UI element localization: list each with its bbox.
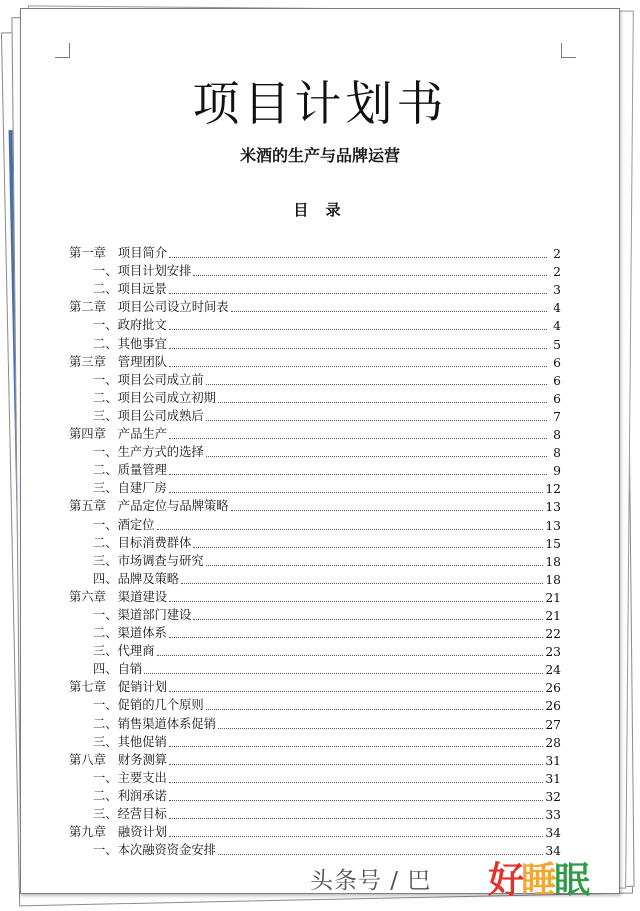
toc-page-number: 5 — [553, 337, 561, 352]
toc-entry-label: 一、酒定位 — [93, 517, 155, 532]
toc-leader-dots — [169, 347, 547, 349]
toc-chapter-row[interactable] — [69, 243, 561, 261]
toc-entry-label — [69, 297, 229, 315]
toc-leader-dots — [157, 654, 544, 656]
toc-chapter-number: 第一章 — [69, 246, 106, 261]
toc-page-number: 32 — [545, 789, 561, 804]
toc-leader-dots — [231, 310, 547, 312]
toc-leader-dots — [169, 835, 543, 837]
toc-entry-label: 一、促销的几个原则 — [93, 698, 204, 713]
toc-entry-label: 二、销售渠道体系促销 — [93, 716, 216, 731]
toc-chapter-row[interactable] — [69, 750, 561, 768]
toc-leader-dots — [206, 419, 547, 421]
toc-page-number: 21 — [545, 590, 561, 605]
toc-section-row[interactable] — [69, 460, 561, 478]
toc-page-number: 13 — [545, 500, 561, 515]
toc-leader-dots — [193, 618, 543, 620]
toc-leader-dots — [169, 292, 547, 294]
toc-entry-label: 二、渠道体系 — [93, 626, 167, 641]
toc-chapter-number: 第三章 — [69, 354, 106, 369]
toc-entry-label: 三、其他促销 — [93, 734, 167, 749]
toc-entry-label: 一、主要支出 — [93, 770, 167, 785]
toc-chapter-number: 第二章 — [69, 300, 106, 315]
toc-section-row[interactable] — [69, 514, 561, 532]
toc-leader-dots — [169, 328, 547, 330]
toc-leader-dots — [169, 473, 547, 475]
toc-leader-dots — [144, 672, 543, 674]
toc-entry-label: 一、生产方式的选择 — [93, 445, 204, 460]
toc-entry-label: 三、项目公司成熟后 — [93, 408, 204, 423]
toc-entry-label: 一、政府批文 — [93, 318, 167, 333]
toc-heading: 目 录 — [293, 201, 347, 219]
toc-entry-label: 三、经营目标 — [93, 807, 167, 821]
toc-section-row[interactable] — [69, 442, 561, 460]
toc-chapter-row[interactable] — [69, 677, 561, 695]
toc-page-number: 21 — [545, 608, 561, 623]
toc-chapter-title: 项目公司设立时间表 — [117, 300, 229, 315]
toc-page-number: 31 — [545, 771, 561, 786]
toc-section-row[interactable] — [69, 333, 561, 351]
toc-entry-label — [69, 587, 167, 605]
toc-chapter-title: 产品定位与品牌策略 — [117, 499, 229, 514]
toc-entry-label: 四、自销 — [93, 662, 143, 677]
toc-entry-label: 二、项目公司成立初期 — [93, 390, 216, 405]
toc-page-number: 33 — [545, 808, 561, 822]
toc-page-number: 6 — [553, 391, 561, 406]
toc-page-number: 2 — [553, 265, 561, 280]
toc-leader-dots — [193, 274, 547, 276]
toc-leader-dots — [169, 256, 547, 258]
toc-leader-dots — [218, 727, 543, 729]
toc-page-number: 26 — [545, 681, 561, 696]
toc-entry-label: 一、项目计划安排 — [93, 264, 192, 279]
toc-section-row[interactable] — [69, 713, 561, 731]
toc-chapter-number: 第八章 — [69, 752, 106, 767]
toc-leader-dots — [193, 546, 543, 548]
toc-leader-dots — [181, 582, 543, 584]
toc-chapter-number: 第九章 — [69, 825, 106, 840]
toc-chapter-row[interactable] — [69, 822, 561, 840]
toc-entry-label — [69, 750, 167, 768]
toc-section-row[interactable] — [69, 551, 561, 569]
toc-section-row[interactable] — [69, 804, 561, 822]
toc-leader-dots — [169, 636, 544, 638]
toc-chapter-number: 第五章 — [69, 499, 106, 514]
watermark-text: 头条号 / 巴 — [310, 868, 432, 894]
toc-entry-label: 一、项目公司成立前 — [93, 372, 204, 387]
toc-section-row[interactable] — [69, 261, 561, 279]
toc-page-number: 12 — [545, 482, 561, 497]
toc-entry-label: 二、其他事宜 — [93, 336, 167, 351]
toc-chapter-title: 促销计划 — [117, 680, 168, 695]
toc-leader-dots — [169, 817, 544, 819]
toc-leader-dots — [206, 455, 547, 457]
toc-section-row[interactable] — [69, 533, 561, 551]
toc-page-number: 22 — [545, 627, 561, 642]
toc-section-row[interactable] — [69, 478, 561, 496]
toc-leader-dots — [169, 491, 544, 493]
toc-section-row[interactable] — [69, 768, 561, 786]
watermark-logo: 好睡眠 — [488, 860, 588, 901]
toc-leader-dots — [206, 564, 544, 566]
toc-page-number: 13 — [545, 518, 561, 533]
toc-section-row[interactable] — [69, 388, 561, 406]
toc-section-row[interactable] — [69, 732, 561, 750]
toc-section-row[interactable] — [69, 695, 561, 713]
toc-page-number: 34 — [545, 844, 561, 859]
toc-leader-dots — [169, 745, 544, 747]
toc-section-row[interactable] — [69, 569, 561, 587]
toc-entry-label — [69, 243, 167, 261]
toc-entry-label — [69, 424, 167, 442]
toc-page-number: 3 — [553, 283, 561, 298]
toc-entry-label: 二、利润承诺 — [93, 788, 167, 803]
toc-chapter-title: 产品生产 — [117, 427, 168, 442]
toc-page-number: 4 — [553, 319, 561, 334]
toc-entry-label — [69, 822, 167, 840]
toc-chapter-row[interactable] — [69, 496, 561, 514]
toc-page-number: 9 — [553, 464, 561, 479]
toc-page-number: 7 — [553, 409, 561, 424]
toc-page-number: 8 — [553, 446, 561, 461]
toc-section-row[interactable] — [69, 279, 561, 297]
toc-page-number: 34 — [545, 826, 561, 841]
toc-page-number: 8 — [553, 428, 561, 443]
toc-leader-dots — [169, 437, 547, 439]
toc-leader-dots — [169, 799, 544, 801]
toc-chapter-title: 项目简介 — [117, 246, 168, 261]
document-title: 项目计划书 — [192, 77, 448, 132]
toc-chapter-number: 第四章 — [69, 427, 106, 442]
toc-chapter-title: 融资计划 — [117, 825, 168, 840]
toc-chapter-row[interactable] — [69, 297, 561, 315]
toc-chapter-row[interactable] — [69, 424, 561, 442]
toc-entry-label — [69, 352, 167, 370]
toc-page-number: 18 — [545, 572, 561, 587]
toc-leader-dots — [206, 708, 544, 710]
document-page — [20, 8, 620, 894]
toc-chapter-row[interactable] — [69, 587, 561, 605]
toc-section-row[interactable] — [69, 623, 561, 641]
toc-leader-dots — [169, 690, 543, 692]
toc-page-number: 2 — [553, 247, 561, 262]
toc-section-row[interactable] — [69, 659, 561, 677]
toc-section-row[interactable] — [69, 315, 561, 333]
toc-chapter-title: 财务测算 — [117, 752, 168, 767]
toc-entry-label: 二、目标消费群体 — [93, 535, 192, 550]
toc-chapter-number: 第七章 — [69, 680, 106, 695]
toc-leader-dots — [206, 383, 547, 385]
toc-page-number: 27 — [545, 717, 561, 732]
toc-chapter-title: 管理团队 — [117, 354, 168, 369]
toc-entry-label: 三、自建厂房 — [93, 481, 167, 496]
toc-entry-label: 三、市场调查与研究 — [93, 553, 204, 568]
toc-entry-label: 四、品牌及策略 — [93, 571, 180, 586]
toc-chapter-row[interactable] — [69, 352, 561, 370]
toc-page-number: 23 — [545, 645, 561, 660]
toc-entry-label — [69, 496, 229, 514]
toc-entry-label — [69, 677, 167, 695]
toc-page-number: 31 — [545, 753, 561, 768]
toc-page-number: 24 — [545, 663, 561, 678]
toc-leader-dots — [169, 781, 544, 783]
toc-leader-dots — [218, 401, 547, 403]
toc-chapter-title: 渠道建设 — [117, 589, 168, 604]
toc-entry-label: 二、项目远景 — [93, 282, 167, 297]
toc-page-number: 18 — [545, 554, 561, 569]
toc-leader-dots — [169, 600, 543, 602]
toc-entry-label: 三、代理商 — [93, 644, 155, 659]
toc-entry-label: 二、质量管理 — [93, 463, 167, 478]
table-of-contents — [69, 243, 561, 858]
toc-leader-dots — [231, 509, 544, 511]
toc-section-row[interactable] — [69, 786, 561, 804]
toc-page-number: 6 — [553, 355, 561, 370]
toc-leader-dots — [169, 365, 547, 367]
toc-section-row[interactable] — [69, 605, 561, 623]
toc-entry-label: 一、渠道部门建设 — [93, 607, 192, 622]
toc-page-number: 26 — [545, 699, 561, 714]
crop-mark-top-right — [561, 43, 576, 58]
toc-page-number: 15 — [545, 536, 561, 551]
toc-section-row[interactable] — [69, 406, 561, 424]
toc-leader-dots — [169, 763, 543, 765]
toc-page-number: 6 — [553, 373, 561, 388]
toc-chapter-number: 第六章 — [69, 589, 106, 604]
document-subtitle: 米酒的生产与品牌运营 — [239, 146, 400, 165]
toc-entry-label: 一、本次融资资金安排 — [93, 843, 216, 858]
crop-mark-top-left — [55, 43, 70, 58]
toc-leader-dots — [157, 528, 544, 530]
toc-page-number: 4 — [553, 301, 561, 316]
toc-page-number: 28 — [545, 735, 561, 750]
toc-section-row[interactable] — [69, 370, 561, 388]
toc-section-row[interactable] — [69, 641, 561, 659]
